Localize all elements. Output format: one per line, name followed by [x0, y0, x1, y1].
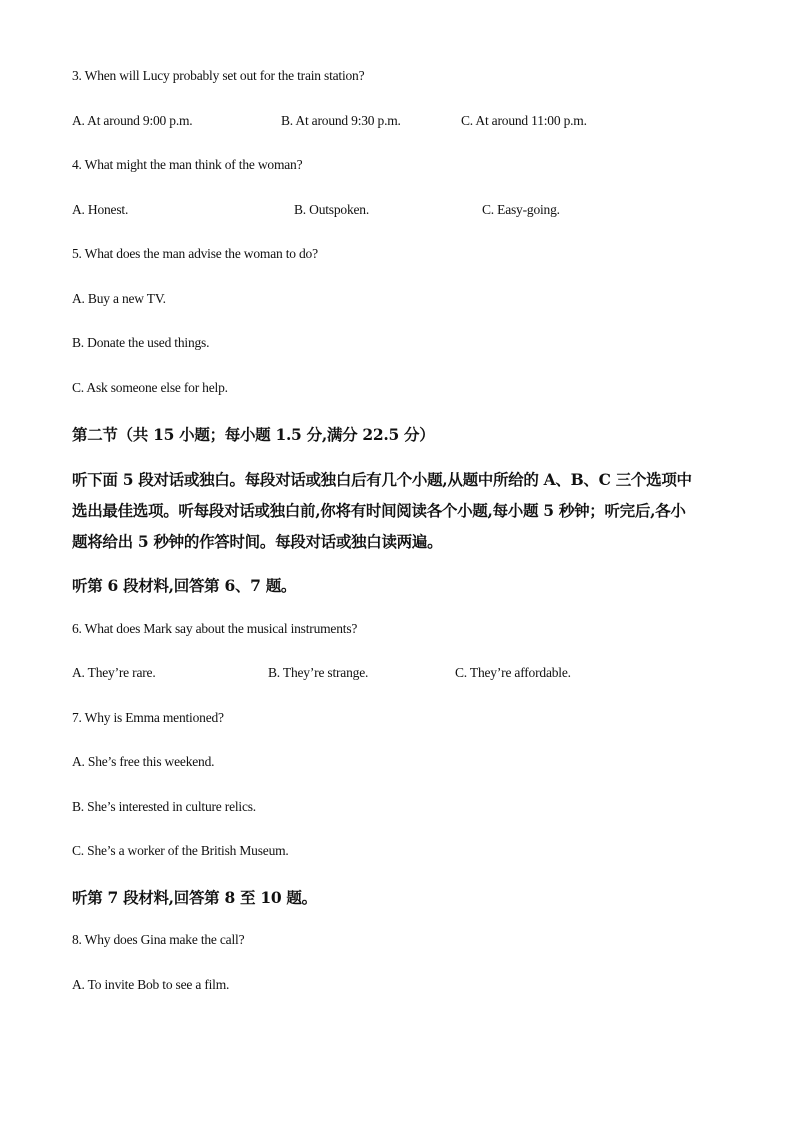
material-6-heading: 听第 6 段材料,回答第 6、7 题。: [72, 576, 297, 595]
q3-option-b: B. At around 9:30 p.m.: [281, 113, 401, 128]
section-2-instructions-line-2: 选出最佳选项。听每段对话或独白前,你将有时间阅读各个小题,每小题 5 秒钟；听完后,各小: [72, 501, 686, 520]
material-7-heading: 听第 7 段材料,回答第 8 至 10 题。: [72, 888, 317, 907]
section-2-instructions-line-3: 题将给出 5 秒钟的作答时间。每段对话或独白读两遍。: [72, 532, 443, 551]
q5-option-a: A. Buy a new TV.: [72, 291, 166, 306]
q4-option-c: C. Easy-going.: [482, 202, 560, 217]
question-3-options: [72, 113, 772, 131]
section-2-instructions-line-1: 听下面 5 段对话或独白。每段对话或独白后有几个小题,从题中所给的 A、B、C 三个选项中: [72, 470, 692, 489]
q4-option-a: A. Honest.: [72, 202, 129, 217]
section-2-heading: 第二节（共 15 小题；每小题 1.5 分,满分 22.5 分）: [72, 425, 435, 444]
q5-option-b: B. Donate the used things.: [72, 335, 210, 350]
question-8-stem: 8. Why does Gina make the call?: [72, 932, 245, 947]
question-5-stem: 5. What does the man advise the woman to do?: [72, 246, 318, 261]
q3-option-a: A. At around 9:00 p.m.: [72, 113, 193, 128]
question-4-stem: 4. What might the man think of the woman?: [72, 157, 303, 172]
q3-option-c: C. At around 11:00 p.m.: [461, 113, 587, 128]
q8-option-a: A. To invite Bob to see a film.: [72, 977, 230, 992]
question-6-stem: 6. What does Mark say about the musical instruments?: [72, 621, 358, 636]
q6-option-a: A. They’re rare.: [72, 665, 156, 680]
q7-option-b: B. She’s interested in culture relics.: [72, 799, 256, 814]
question-3-stem: 3. When will Lucy probably set out for the train station?: [72, 68, 365, 83]
q7-option-a: A. She’s free this weekend.: [72, 754, 215, 769]
q6-option-c: C. They’re affordable.: [455, 665, 571, 680]
q5-option-c: C. Ask someone else for help.: [72, 380, 228, 395]
question-7-stem: 7. Why is Emma mentioned?: [72, 710, 224, 725]
q4-option-b: B. Outspoken.: [294, 202, 370, 217]
question-6-options: [72, 665, 772, 683]
q7-option-c: C. She’s a worker of the British Museum.: [72, 843, 289, 858]
question-4-options: [72, 202, 772, 220]
q6-option-b: B. They’re strange.: [268, 665, 369, 680]
